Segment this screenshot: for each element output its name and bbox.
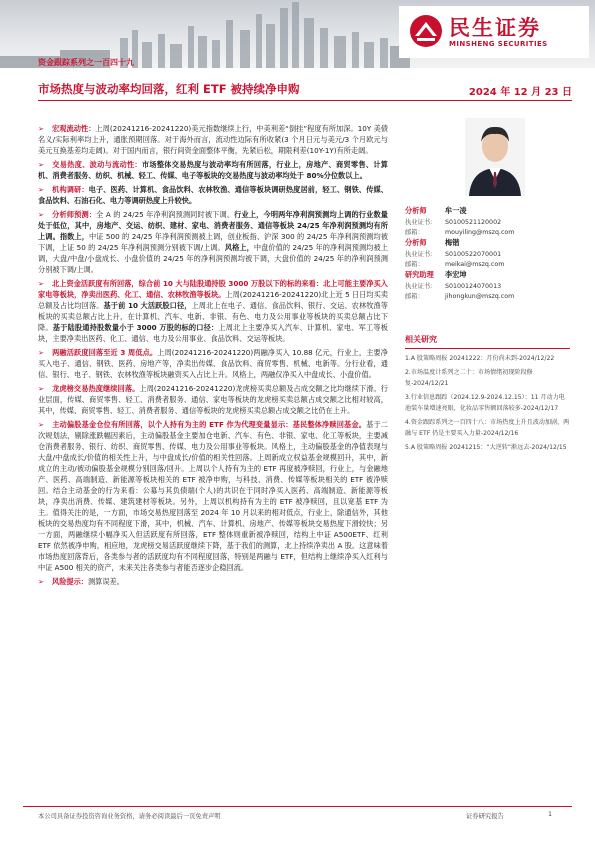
bullet-arrow-icon: ➢ xyxy=(38,279,45,288)
paragraph-text: 基于二次规划法，剔除涨跌幅因素后，主动偏股基金主要加仓电新、汽车、有色、非银、家电、化工等板块，主要减仓消费者服务、银行、纺织、商贸零售、传媒、电力及公用事业等板块。风格上，主动偏股基金的净值表现与大盘/中盘成长/价值的相关性上升，与中盘成长/价值的相关性回落。上周新成立权益基金规模回升，其中，新成立的主动/被动偏股基金规模分别回落/回升。上周以个人持有为主的 ETF 再度被净赎回，行业上，与金融地产、医药、高端制造、新能源等板块相关的 ETF 被净申购，与科技、消费、传媒等板块相关的 ETF 被净赎回。结合主动基金的行为来看：公募与其负债端(个人)的共识在于同时净买入医药、高端制造、新能源等板块，净卖出消费、传媒、建筑建材等板块。另外，上周以机构持有为主的 ETF 被净赎回，且以宽基 ETF 为主。值得关注的是，一方面，市场交易热度回落至 2024 年 10 月以来的相对低点，行业上，除通信外，其他板块的交易热度均有不同程度下滑，其中，机械、汽车、计算机、房地产、传媒等板块交易热度下滑较快；另一方面，两融继续小幅净买入但活跃度有所回落，ETF 整体则重新被净赎回，结构上中证 A500ETF、红利 ETF 依然被净申购，相应地，龙虎榜交易活跃度继续下降，基于我们的测算，北上持续净卖出 A 股。这意味着市场热度回落背后，各类参与者的活跃度均有不同程度回落，特别是两融与 ETF，但结构上继续净买入红利与中证 A500 相关的资产，未来关注各类参与者能否逐步企稳回流。 xyxy=(38,420,388,572)
paragraph-text: 上周北上主要净买入汽车、计算机、家电、军工等板块，主要净卖出医药、化工、通信、电力及公用事业、食品饮料、交运等板块。 xyxy=(38,323,388,343)
paragraph-heading: 宏观流动性： xyxy=(52,124,96,133)
related-research-title: 相关研究 xyxy=(405,334,570,349)
analyst-name: 牟一凌 xyxy=(445,206,467,215)
summary-paragraph xyxy=(38,383,388,416)
summary-paragraph xyxy=(38,576,388,587)
analyst-photo xyxy=(465,118,525,196)
paragraph-heading: 交易热度、波动与流动性： xyxy=(52,160,142,169)
paragraph-text: 市场整体交易热度与波动率均有所回落，行业上，房地产、商贸零售、计算机、消费者服务、纺织、机械、轻工、传媒、电子等板块的交易热度与波动率均处于 80%分位数以上。 xyxy=(38,160,388,180)
cert-label: 执业证书： xyxy=(405,219,437,226)
paragraph-text: 行业上，今明两年净利润预测均上调的行业数量处于低位，其中，房地产、交运、纺织、建材、家电、消费者服务、通信等板块 24/25 年净利润预测均有所上调。指数上， xyxy=(38,210,388,241)
paragraph-text: 上周(20241216-20241220)北上近 5 日日均买卖总额及占比均回落。 xyxy=(38,290,388,310)
summary-paragraph xyxy=(38,278,388,344)
related-research-list xyxy=(405,353,570,453)
paragraph-heading: 龙虎榜交易热度继续回落。 xyxy=(52,384,140,393)
analyst-portrait-image xyxy=(465,118,525,196)
report-series: 资金跟踪系列之一百四十九 xyxy=(38,58,134,67)
report-summary xyxy=(38,123,388,590)
summary-paragraph xyxy=(38,159,388,181)
paragraph-heading: 北上资金活跃度有所回落，综合前 10 大与陆股通持股 3000 万股以下的标的来看：北上可能主要净买入家电等板块，净卖出医药、化工、通信、农林牧渔等板块。 xyxy=(38,279,388,299)
analyst-name: 李宏坤 xyxy=(445,270,467,279)
analyst-role: 研究助理 xyxy=(405,270,434,279)
report-title: 市场热度与波动率均回落，红利 ETF 被持续净申购 xyxy=(38,82,300,96)
cert-number: S0100124070013 xyxy=(445,283,502,290)
bullet-arrow-icon: ➢ xyxy=(38,124,45,133)
footer-disclaimer: 本公司具备证券投资咨询业务资格，请务必阅读最后一页免责声明 xyxy=(38,813,221,820)
bullet-arrow-icon: ➢ xyxy=(38,210,45,219)
paragraph-text: 全 A 的 24/25 年净利润预测同时被下调。 xyxy=(96,210,235,219)
summary-paragraph xyxy=(38,123,388,156)
paragraph-text: 上周北上在电子、通信、食品饮料、银行、交运、农林牧渔等板块的买卖总额占比上升，在计算机、汽车、电新、非银、有色、电力及公用事业等板块的买卖总额占比下降。 xyxy=(38,301,388,332)
analyst-email[interactable]: meikai@mszq.com xyxy=(445,261,505,268)
analyst-sidebar xyxy=(405,118,570,302)
footer-doc-type: 证券研究报告 xyxy=(466,813,504,820)
analyst-card xyxy=(405,238,570,270)
analyst-card xyxy=(405,206,570,238)
brand-logo-icon xyxy=(409,14,443,48)
related-research-item[interactable]: 3.行业信息跟踪（2024.12.9-2024.12.15）：11 月动力电池装车量增速亮眼，化妆品零售额回落较多-2024/12/17 xyxy=(405,394,565,412)
email-label: 邮箱： xyxy=(405,261,424,268)
bullet-arrow-icon: ➢ xyxy=(38,384,45,393)
brand-name-cn: 民生证券 xyxy=(449,16,541,40)
cert-number: S0100522070001 xyxy=(445,251,502,258)
analyst-email[interactable]: jihongkun@mszq.com xyxy=(445,293,515,300)
paragraph-text: 中证 500 的 24/25 年净利润预测被上调，创业板指、沪深 300 的 24/25 年净利润预测均被下调，上证 50 的 24/25 年净利润预测分别被下调/上调。 xyxy=(38,232,388,252)
footer-divider xyxy=(23,806,572,807)
related-research xyxy=(405,334,570,456)
cert-label: 执业证书： xyxy=(405,251,437,258)
page-number: 1 xyxy=(548,811,553,818)
summary-paragraph xyxy=(38,209,388,275)
summary-paragraph xyxy=(38,184,388,206)
paragraph-text: 上周(20241216-20241220)龙虎榜买卖总额及占成交额之比均继续下滑。行业层面，传媒、商贸零售、轻工、消费者服务、通信、家电等板块的龙虎榜买卖总额占成交额之比相对较高，其中，传媒、商贸零售、轻工、消费者服务、通信等板块的龙虎榜买卖总额占成交额之比仍在上升。 xyxy=(38,384,388,415)
paragraph-text: 风格上， xyxy=(224,243,254,252)
paragraph-heading: 分析师预测： xyxy=(52,210,97,219)
bullet-arrow-icon: ➢ xyxy=(38,348,45,357)
bullet-arrow-icon: ➢ xyxy=(38,160,45,169)
paragraph-text: 基于陆股通持股数量小于 3000 万股的标的口径： xyxy=(52,323,219,332)
summary-paragraph xyxy=(38,347,388,380)
paragraph-text: 电子、医药、计算机、食品饮料、农林牧渔、通信等板块调研热度居前，轻工、钢铁、传媒、食品饮料、石油石化、电力等调研热度上升较快。 xyxy=(38,185,388,205)
paragraph-text: 测算误差。 xyxy=(87,577,124,586)
paragraph-text: 基于前 10 大活跃股口径， xyxy=(103,301,192,310)
cert-number: S0100521120002 xyxy=(445,219,502,226)
paragraph-text: 上周(20241216-20241220)美元指数继续上行，中美利差“倒挂”程度有所加深。10Y 美债名义/实际利率均上升，通胀预期回落。对于海外而言，流动性边际有所收紧(3 个月日元与美元/3 个月欧元与美元互换基差均走阔)。对于国内而言，银行间资金面整体平衡，先紧后松，期限利差(10Y-1Y)有所走阔。 xyxy=(38,124,388,155)
analyst-role: 分析师 xyxy=(405,238,427,247)
related-research-item[interactable]: 5.A 股策略周报 20241215：“大逆转”渐远去-2024/12/15 xyxy=(405,444,567,451)
related-research-item[interactable]: 2.市场温度计系列之二十：市场情绪初现阶段修复-2024/12/21 xyxy=(405,369,533,387)
report-date: 2024 年 12 月 23 日 xyxy=(468,87,572,98)
email-label: 邮箱： xyxy=(405,229,424,236)
bullet-arrow-icon: ➢ xyxy=(38,420,45,429)
analyst-role: 分析师 xyxy=(405,206,427,215)
bullet-arrow-icon: ➢ xyxy=(38,577,45,586)
brand-name-en: MINSHENG SECURITIES xyxy=(449,40,548,48)
cert-label: 执业证书： xyxy=(405,283,437,290)
title-divider xyxy=(38,100,572,101)
bullet-arrow-icon: ➢ xyxy=(38,185,45,194)
analyst-email[interactable]: mouyiling@mszq.com xyxy=(445,229,515,236)
brand-logo xyxy=(399,6,589,58)
paragraph-heading: 机构调研： xyxy=(52,185,89,194)
related-research-item[interactable]: 1.A 股策略周报 20241222：月份尚未到-2024/12/22 xyxy=(405,355,555,362)
paragraph-heading: 风险提示： xyxy=(52,577,88,586)
paragraph-text: 上周(20241216-20241220)两融净买入 10.88 亿元，行业上，主要净买入电子、通信、钢铁、医药、房地产等，净卖出传媒、食品饮料、商贸零售、机械、电新等。分行业看，通信、银行、电子、钢铁、农林牧渔等板块融资买入占比上升。风格上，两融仅净买入中盘成长、小盘价值。 xyxy=(38,348,388,379)
paragraph-text: 中盘价值的 24/25 年的净利润预测均被上调，大盘/中盘/小盘成长、小盘价值的 24/25 年的净利润预测均被下调，大盘价值的 24/25 年的净利润预测分别被下调/上调。 xyxy=(38,243,388,274)
paragraph-heading: 两融活跃度回落至近 3 周低点。 xyxy=(52,348,158,357)
related-research-item[interactable]: 4.资金跟踪系列之一百四十八：市场热度上升且波动加剧，两融与 ETF 仍是主要买入力量-2024/12/16 xyxy=(405,419,570,437)
paragraph-heading: 主动偏股基金仓位有所回落，以个人持有为主的 ETF 作为代理变量显示：基民整体净赎回基金。 xyxy=(52,420,367,429)
analyst-name: 梅锴 xyxy=(445,238,460,247)
analyst-card xyxy=(405,270,570,302)
analyst-list xyxy=(405,206,570,302)
email-label: 邮箱： xyxy=(405,293,424,300)
summary-paragraph xyxy=(38,419,388,573)
